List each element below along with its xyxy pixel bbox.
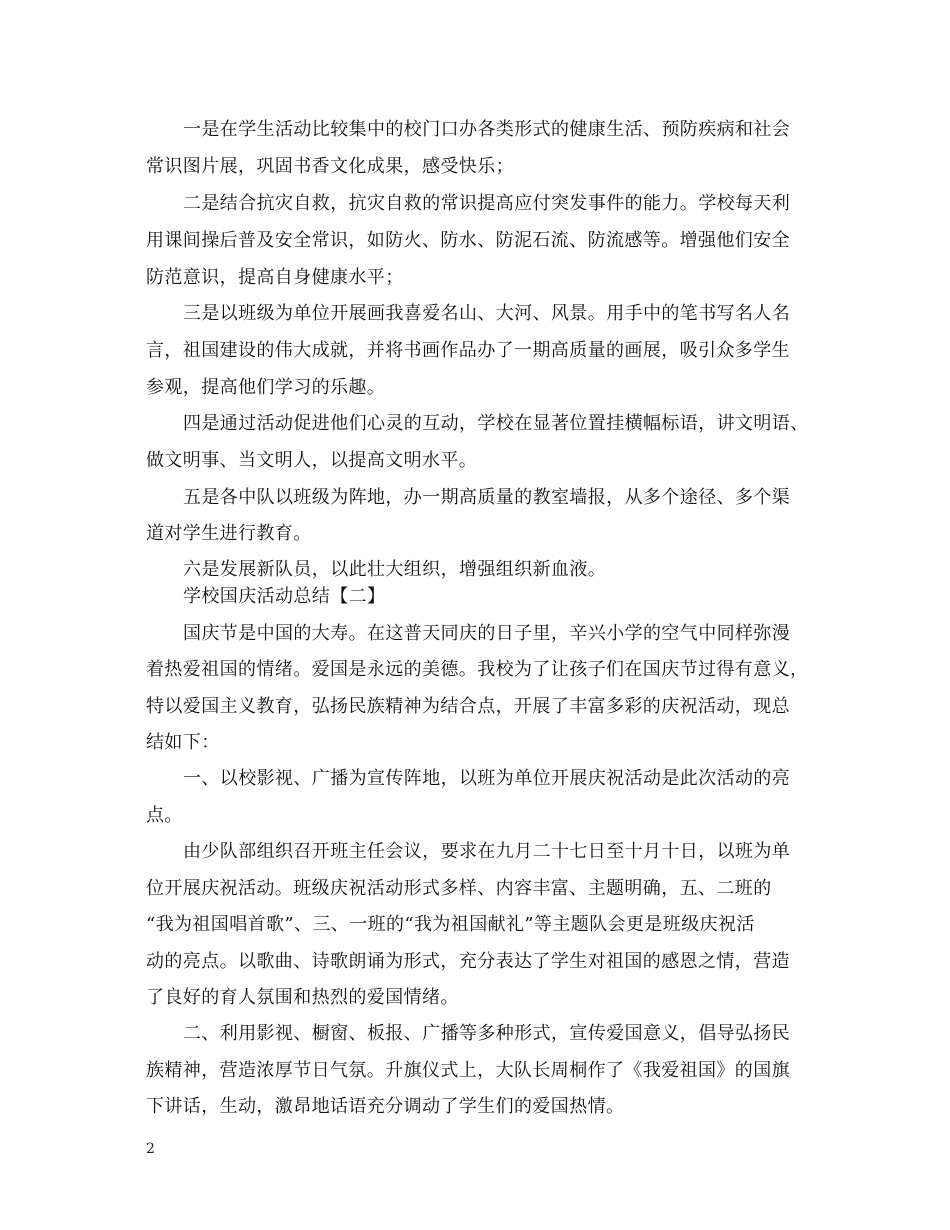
text-line: 动的亮点。以歌曲、诗歌朗诵为形式，充分表达了学生对祖国的感恩之情，营造 bbox=[146, 951, 790, 972]
text-line: 点。 bbox=[146, 805, 183, 826]
text-line: 下讲话，生动，激昂地话语充分调动了学生们的爱国热情。 bbox=[146, 1096, 625, 1117]
text-line: 言，祖国建设的伟大成就，并将书画作品办了一期高质量的画展，吸引众多学生 bbox=[146, 340, 790, 361]
text-line: 用课间操后普及安全常识，如防火、防水、防泥石流、防流感等。增强他们安全 bbox=[146, 230, 790, 251]
text-line: 结如下： bbox=[146, 732, 220, 753]
text-line: 着热爱祖国的情绪。爱国是永远的美德。我校为了让孩子们在国庆节过得有意义， bbox=[146, 659, 809, 680]
text-line: 由少队部组织召开班主任会议，要求在九月二十七日至十月十日，以班为单 bbox=[183, 841, 791, 862]
text-line: 做文明事、当文明人，以提高文明水平。 bbox=[146, 450, 478, 471]
text-line: “我为祖国唱首歌”、三、一班的“我为祖国献礼”等主题队会更是班级庆祝活 bbox=[146, 914, 755, 935]
text-line: 五是各中队以班级为阵地，办一期高质量的教室墙报，从多个途径、多个渠 bbox=[183, 487, 791, 508]
text-line: 三是以班级为单位开展画我喜爱名山、大河、风景。用手中的笔书写名人名 bbox=[183, 303, 791, 324]
page-number: 2 bbox=[146, 1141, 155, 1157]
text-line: 二、利用影视、橱窗、板报、广播等多种形式，宣传爱国意义，倡导弘扬民 bbox=[183, 1023, 791, 1044]
text-line: 一是在学生活动比较集中的校门口办各类形式的健康生活、预防疾病和社会 bbox=[183, 119, 791, 140]
text-line: 位开展庆祝活动。班级庆祝活动形式多样、内容丰富、主题明确，五、二班的 bbox=[146, 878, 772, 899]
text-line: 一、以校影视、广播为宣传阵地，以班为单位开展庆祝活动是此次活动的亮 bbox=[183, 768, 791, 789]
section-heading: 学校国庆活动总结【二】 bbox=[183, 586, 386, 607]
text-line: 防范意识，提高自身健康水平； bbox=[146, 267, 404, 288]
text-line: 特以爱国主义教育，弘扬民族精神为结合点，开展了丰富多彩的庆祝活动，现总 bbox=[146, 696, 790, 717]
text-line: 国庆节是中国的大寿。在这普天同庆的日子里，辛兴小学的空气中同样弥漫 bbox=[183, 623, 791, 644]
text-line: 了良好的育人氛围和热烈的爱国情绪。 bbox=[146, 987, 459, 1008]
text-line: 道对学生进行教育。 bbox=[146, 523, 312, 544]
text-line: 六是发展新队员，以此壮大组织，增强组织新血液。 bbox=[183, 559, 607, 580]
text-line: 常识图片展，巩固书香文化成果，感受快乐； bbox=[146, 156, 514, 177]
text-line: 二是结合抗灾自救，抗灾自救的常识提高应付突发事件的能力。学校每天利 bbox=[183, 193, 791, 214]
text-line: 四是通过活动促进他们心灵的互动，学校在显著位置挂横幅标语，讲文明语、 bbox=[183, 413, 809, 434]
text-line: 族精神，营造浓厚节日气氛。升旗仪式上，大队长周桐作了《我爱祖国》的国旗 bbox=[146, 1060, 790, 1081]
text-line: 参观，提高他们学习的乐趣。 bbox=[146, 377, 386, 398]
